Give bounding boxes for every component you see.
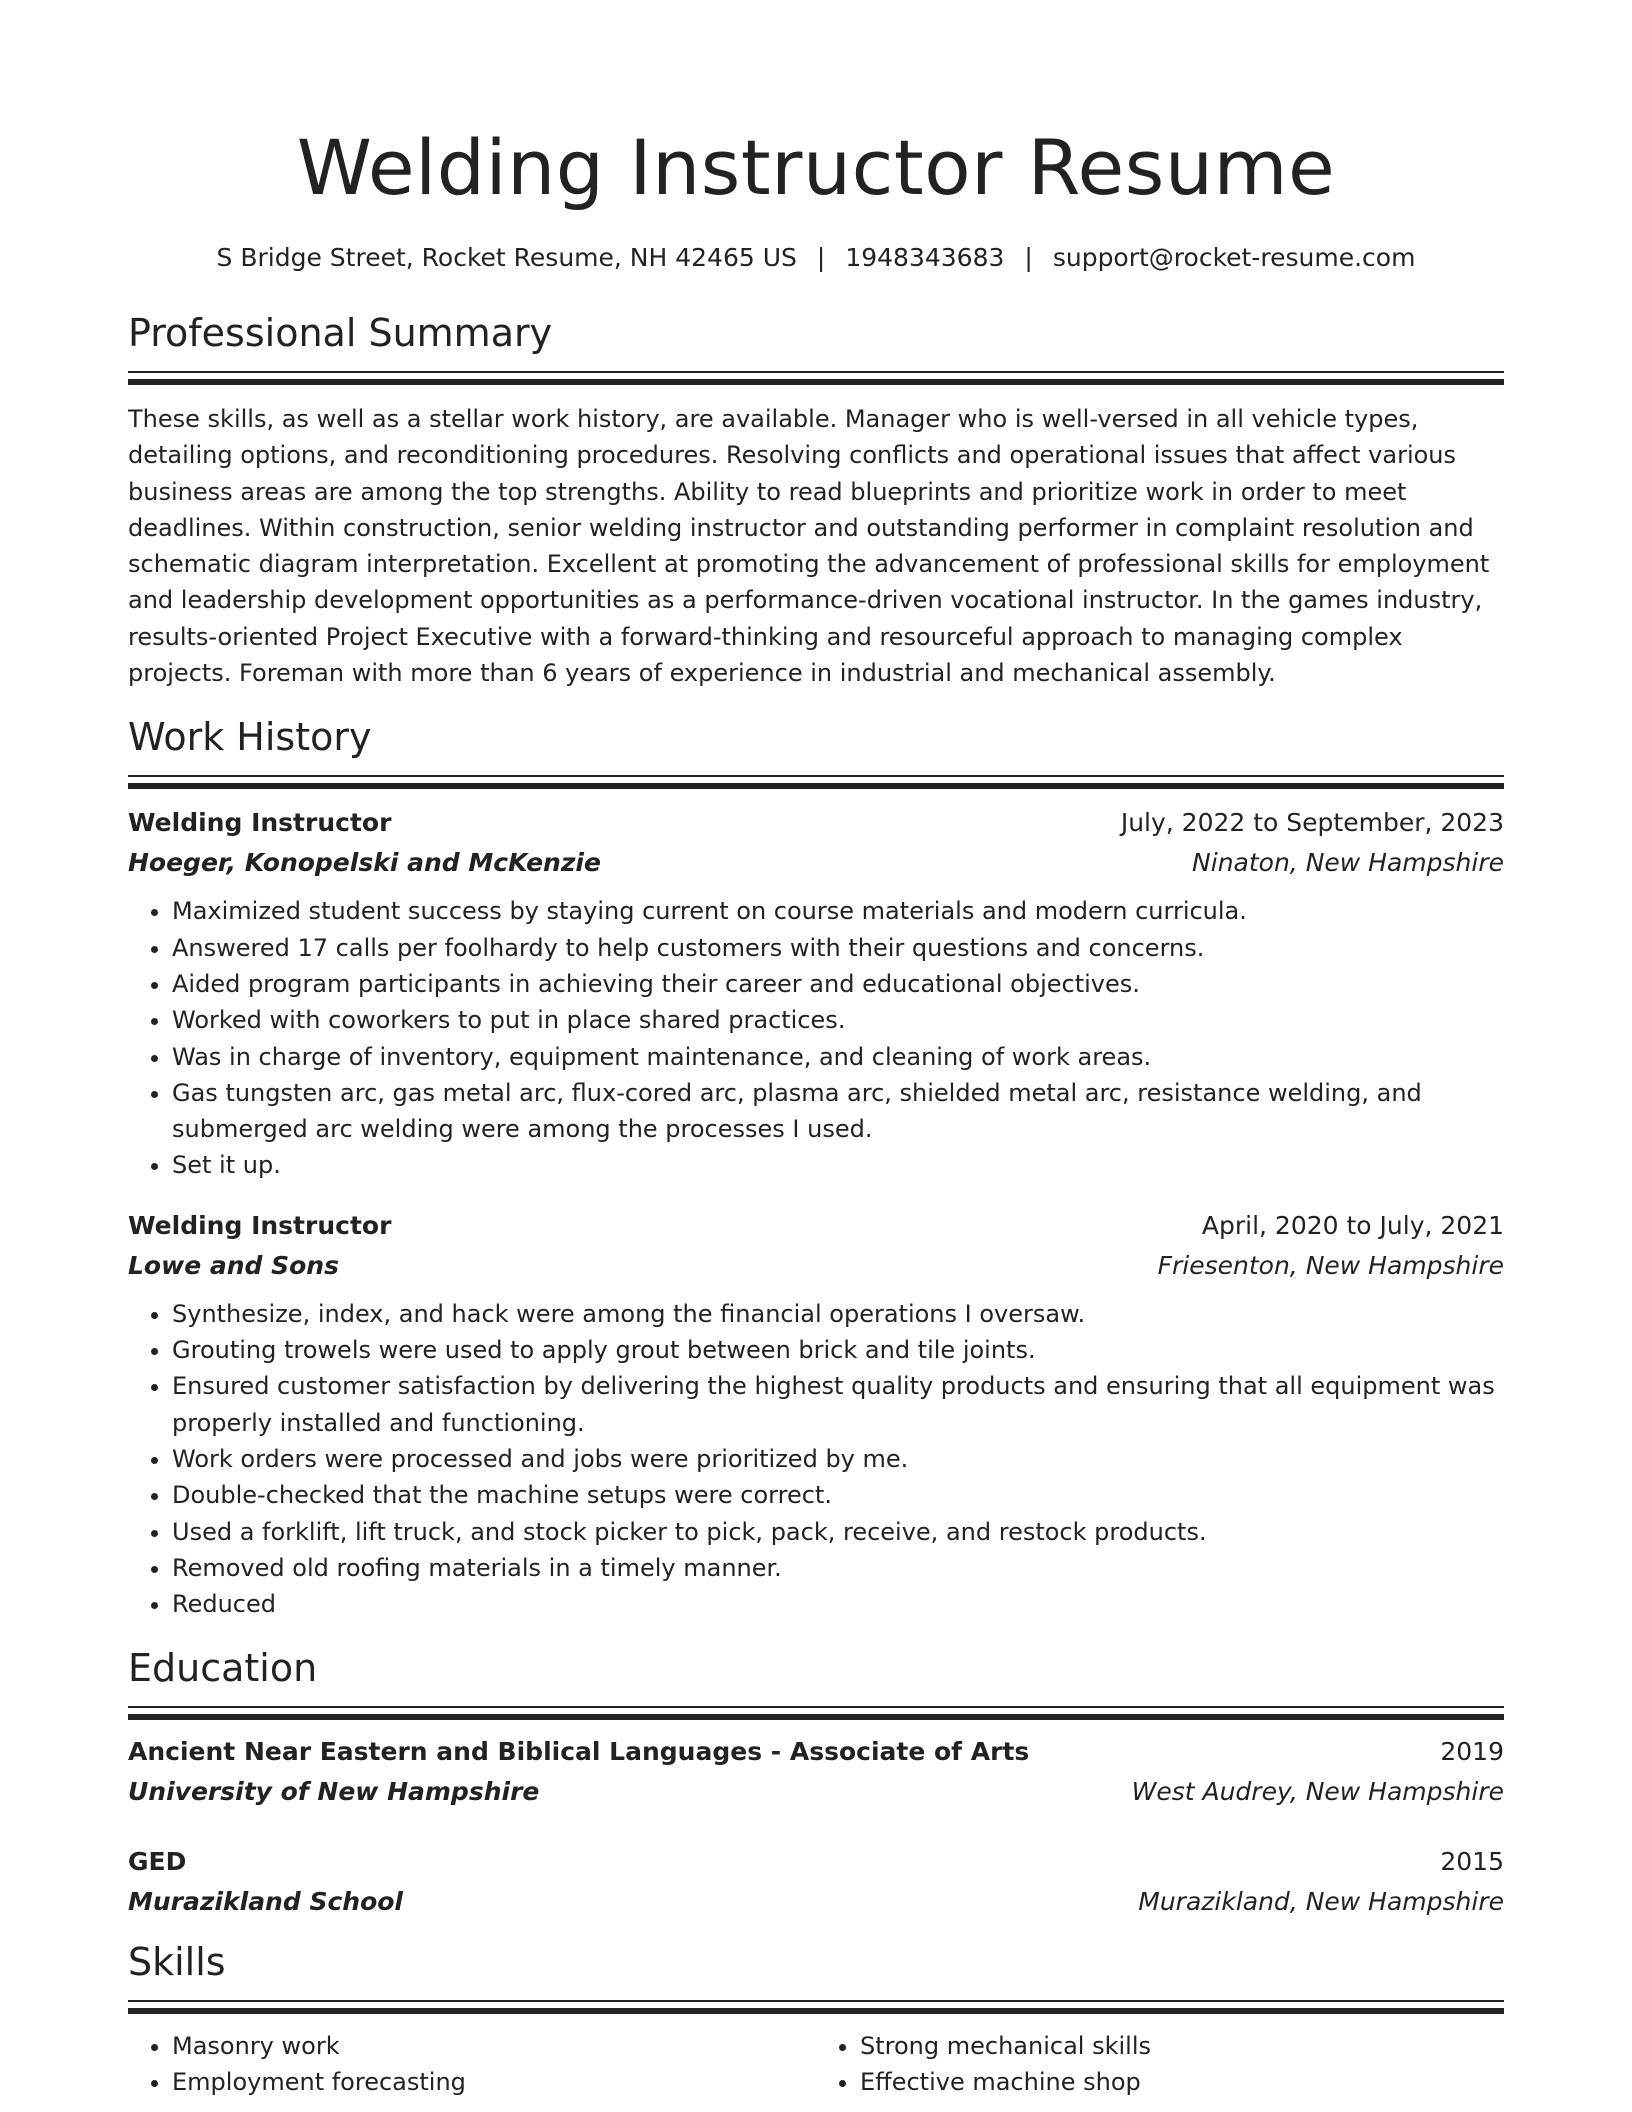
education-location: Murazikland, New Hampshire: [1138, 1887, 1504, 1917]
section-divider: [128, 379, 1504, 385]
job-header: [128, 1206, 1504, 1246]
skills-list-right: [816, 2028, 1504, 2100]
list-item: • Employment forecasting: [172, 2064, 816, 2100]
list-item: • Was in charge of inventory, equipment maintenance, and cleaning of work areas.: [172, 1039, 1504, 1075]
education-location: West Audrey, New Hampshire: [1131, 1777, 1504, 1807]
section-divider: [128, 783, 1504, 789]
section-divider: [128, 1706, 1504, 1708]
contact-separator: |: [1024, 243, 1033, 272]
list-item: • Effective machine shop: [860, 2064, 1504, 2100]
list-item: • Removed old roofing materials in a timely manner.: [172, 1550, 1504, 1586]
job-company: Hoeger, Konopelski and McKenzie: [128, 848, 601, 878]
job-location: Friesenton, New Hampshire: [1157, 1250, 1504, 1280]
job-title: Welding Instructor: [128, 808, 392, 838]
job-bullets: [128, 1296, 1504, 1623]
job-title: Welding Instructor: [128, 1210, 392, 1240]
list-item: • Maximized student success by staying current on course materials and modern curricula.: [172, 893, 1504, 929]
education-header: [128, 1732, 1504, 1772]
job-company: Lowe and Sons: [128, 1250, 339, 1280]
section-heading-education: Education: [128, 1646, 318, 1691]
education-school: University of New Hampshire: [128, 1777, 540, 1807]
education-subheader: [128, 1882, 1504, 1922]
contact-line: [128, 241, 1504, 275]
education-section: [128, 1644, 1504, 1922]
education-header: [128, 1842, 1504, 1882]
list-item: • Worked with coworkers to put in place shared practices.: [172, 1002, 1504, 1038]
job-subheader: [128, 843, 1504, 883]
section-divider: [128, 371, 1504, 373]
skills-section: [128, 1938, 1504, 2100]
education-year: 2019: [1440, 1737, 1504, 1767]
resume-title: Welding Instructor Resume: [296, 123, 1336, 212]
list-item: • Answered 17 calls per foolhardy to help customers with their questions and concerns.: [172, 930, 1504, 966]
section-divider: [128, 775, 1504, 777]
list-item: • Double-checked that the machine setups were correct.: [172, 1477, 1504, 1513]
job-entry: [128, 1206, 1504, 1623]
education-school: Murazikland School: [128, 1887, 403, 1917]
education-year: 2015: [1440, 1847, 1504, 1877]
education-subheader: [128, 1772, 1504, 1812]
education-degree: Ancient Near Eastern and Biblical Languages - Associate of Arts: [128, 1737, 1030, 1767]
contact-address: S Bridge Street, Rocket Resume, NH 42465 US: [216, 243, 797, 272]
list-item: • Grouting trowels were used to apply grout between brick and tile joints.: [172, 1332, 1504, 1368]
contact-phone: 1948343683: [845, 243, 1005, 272]
list-item: • Work orders were processed and jobs were prioritized by me.: [172, 1441, 1504, 1477]
list-item: • Synthesize, index, and hack were among the financial operations I oversaw.: [172, 1296, 1504, 1332]
job-entry: [128, 803, 1504, 1183]
summary-section: [128, 309, 1504, 691]
list-item: • Gas tungsten arc, gas metal arc, flux-cored arc, plasma arc, shielded metal arc, resistance welding, and submerged arc welding were among the processes I used.: [172, 1075, 1504, 1148]
list-item: • Reduced: [172, 1586, 1504, 1622]
skills-list-left: [128, 2028, 816, 2100]
section-divider: [128, 2000, 1504, 2002]
list-item: • Masonry work: [172, 2028, 816, 2064]
skills-columns: [128, 2014, 1504, 2100]
job-subheader: [128, 1246, 1504, 1286]
contact-separator: |: [816, 243, 826, 272]
job-header: [128, 803, 1504, 843]
education-degree: GED: [128, 1847, 187, 1877]
contact-email[interactable]: support@rocket-resume.com: [1052, 243, 1416, 272]
job-location: Ninaton, New Hampshire: [1192, 848, 1504, 878]
job-bullets: [128, 893, 1504, 1183]
list-item: • Used a forklift, lift truck, and stock picker to pick, pack, receive, and restock products.: [172, 1514, 1504, 1550]
section-heading-summary: Professional Summary: [128, 311, 553, 355]
job-dates: April, 2020 to July, 2021: [1201, 1210, 1504, 1240]
section-heading-work: Work History: [128, 715, 372, 760]
education-entry: [128, 1842, 1504, 1922]
section-divider: [128, 1714, 1504, 1720]
list-item: • Strong mechanical skills: [860, 2028, 1504, 2064]
work-section: [128, 713, 1504, 1622]
list-item: • Aided program participants in achieving their career and educational objectives.: [172, 966, 1504, 1002]
list-item: • Ensured customer satisfaction by delivering the highest quality products and ensuring that all equipment was properly installed and functioning.: [172, 1368, 1504, 1441]
section-heading-skills: Skills: [128, 1940, 226, 1985]
job-dates: July, 2022 to September, 2023: [1120, 808, 1504, 838]
summary-text: These skills, as well as a stellar work history, are available. Manager who is well-versed in all vehicle types, detailing options, and reconditioning procedures. Resolving conflicts and operational issues that affect various business areas are among the top strengths. Ability to read blueprints and prioritize work in order to meet deadlines. Within construction, senior welding instructor and outstanding performer in complaint resolution and schematic diagram interpretation. Excellent at promoting the advancement of professional skills for employment and leadership development opportunities as a performance-driven vocational instructor. In the games industry, results-oriented Project Executive with a forward-thinking and resourceful approach to managing complex projects. Foreman with more than 6 years of experience in industrial and mechanical assembly.: [128, 405, 1490, 688]
list-item: • Set it up.: [172, 1147, 1504, 1183]
education-entry: [128, 1732, 1504, 1812]
